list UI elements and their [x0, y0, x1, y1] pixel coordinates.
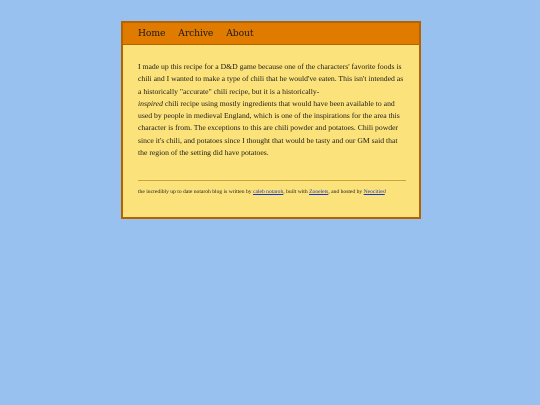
navbar [123, 23, 419, 45]
footer [138, 187, 406, 197]
footer-prefix: the incredibly up to date notaroh blog is written by [138, 189, 253, 196]
footer-divider [138, 180, 406, 181]
post-emphasis: inspired [138, 98, 163, 108]
footer-end: ! [384, 189, 387, 196]
nav-archive-link[interactable]: Archive [178, 28, 214, 39]
neocities-link[interactable]: Neocities [363, 189, 385, 196]
zonelets-link[interactable]: Zonelets [309, 189, 329, 196]
post-text-start: I made up this recipe for a D&D game because one of the characters' favorite foods is chili and I wanted to make a type of chili that he would've eaten. This isn't intended as a historically "accurate" chili recipe, but it is a historically- [138, 62, 404, 96]
nav-home-link[interactable]: Home [138, 28, 166, 39]
main-content [123, 45, 419, 197]
footer-middle: , built with [283, 189, 310, 196]
blog-container [121, 21, 421, 219]
post-text-end: chili recipe using mostly ingredients that would have been available to and used by people in medieval England, which is one of the inspirations for the area this character is from. The exceptions to this are chili powder and potatoes. Chili powder since it's chili, and potatoes since I thought that would be tasty and our GM said that the region of the setting did have potatoes. [138, 98, 400, 158]
nav-about-link[interactable]: About [226, 28, 254, 39]
post-paragraph [138, 61, 406, 159]
author-link[interactable]: caleb notaroh [252, 189, 284, 196]
footer-suffix: , and hosted by [328, 189, 364, 196]
